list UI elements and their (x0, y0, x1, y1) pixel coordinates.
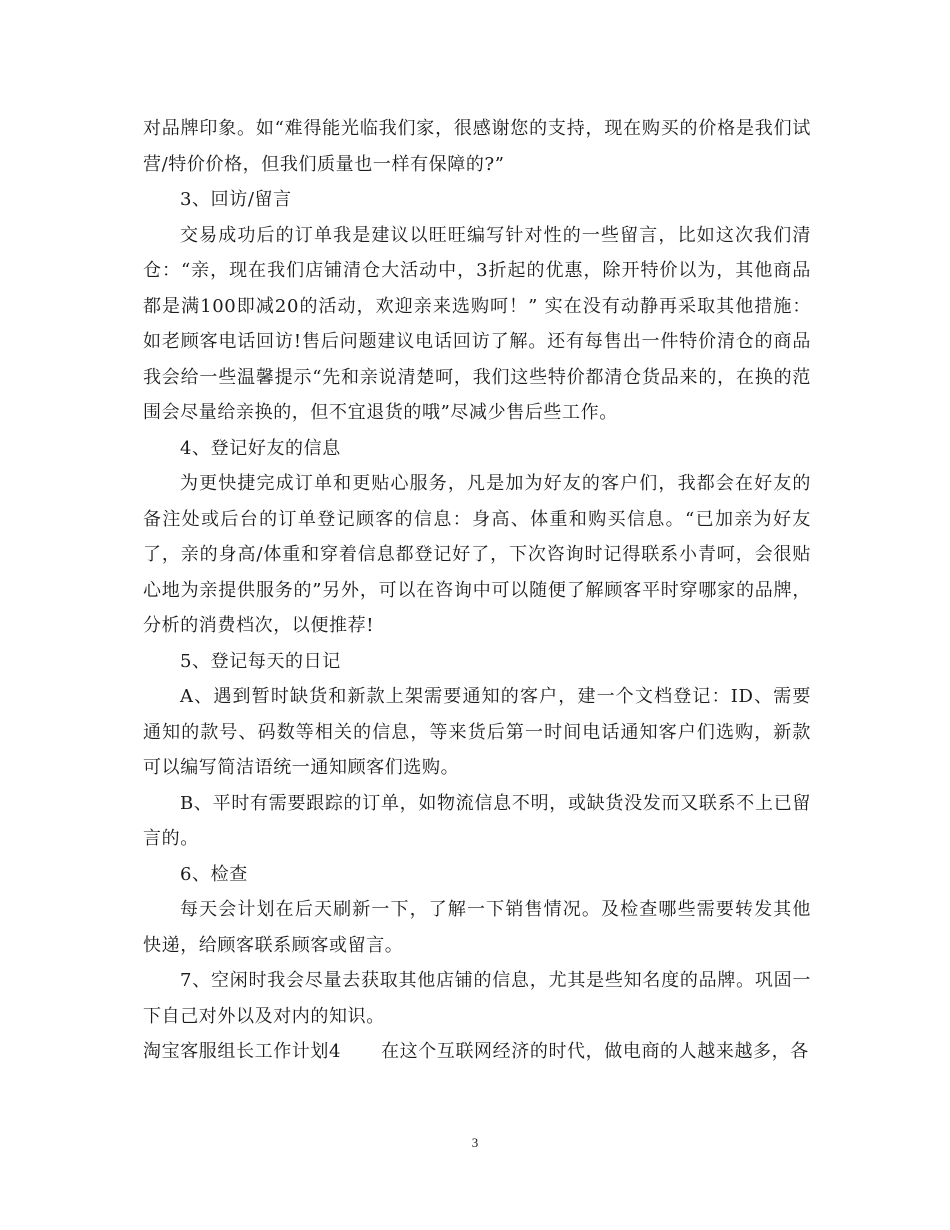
section-heading: 6、检查 (180, 863, 248, 885)
paragraph: 每天会计划在后天刷新一下，了解一下销售情况。及检查哪些需要转发其他快递，给顾客联系顾客或留言。 (143, 899, 811, 956)
next-article-title: 淘宝客服组长工作计划4 (143, 1041, 342, 1062)
page-number: 3 (471, 1135, 479, 1150)
next-article-intro: 在这个互联网经济的时代，做电商的人越来越多，各 (381, 1041, 809, 1062)
section-heading: 3、回访/留言 (180, 189, 292, 210)
paragraph: 为更快捷完成订单和更贴心服务，凡是加为好友的客户们，我都会在好友的备注处或后台的订单登记顾客的信息：身高、体重和购买信息。“已加亲为好友了，亲的身高/体重和穿着信息都登记好了，下次咨询时记得联系小青呵，会很贴心地为亲提供服务的”另外，可以在咨询中可以随便了解顾客平时穿哪家的品牌，分析的消费档次，以便推荐! (143, 473, 811, 636)
paragraph: 交易成功后的订单我是建议以旺旺编写针对性的一些留言，比如这次我们清仓：“亲，现在我们店铺清仓大活动中，3折起的优惠，除开特价以为，其他商品都是满100即减20的活动，欢迎亲来选购呵！” 实在没有动静再采取其他措施：如老顾客电话回访!售后问题建议电话回访了解。还有每售出一件特价清仓的商品我会给一些温馨提示“先和亲说清楚呵，我们这些特价都清仓货品来的，在换的范围会尽量给亲换的，但不宜退货的哦”尽减少售后些工作。 (143, 224, 811, 423)
section-heading: 5、登记每天的日记 (180, 650, 341, 672)
paragraph: B、平时有需要跟踪的订单，如物流信息不明，或缺货没发而又联系不上已留言的。 (143, 792, 811, 849)
paragraph: A、遇到暂时缺货和新款上架需要通知的客户，建一个文档登记：ID、需要通知的款号、码数等相关的信息，等来货后第一时间电话通知客户们选购，新款可以编写简洁语统一通知顾客们选购。 (143, 686, 811, 778)
section-heading: 4、登记好友的信息 (180, 437, 341, 459)
paragraph: 7、空闲时我会尽量去获取其他店铺的信息，尤其是些知名度的品牌。巩固一下自己对外以及对内的知识。 (143, 970, 811, 1027)
paragraph: 对品牌印象。如“难得能光临我们家，很感谢您的支持，现在购买的价格是我们试营/特价价格，但我们质量也一样有保障的?” (143, 118, 811, 175)
next-article-line (143, 1034, 811, 1070)
document-body (143, 111, 811, 1070)
spacer (341, 1034, 381, 1070)
